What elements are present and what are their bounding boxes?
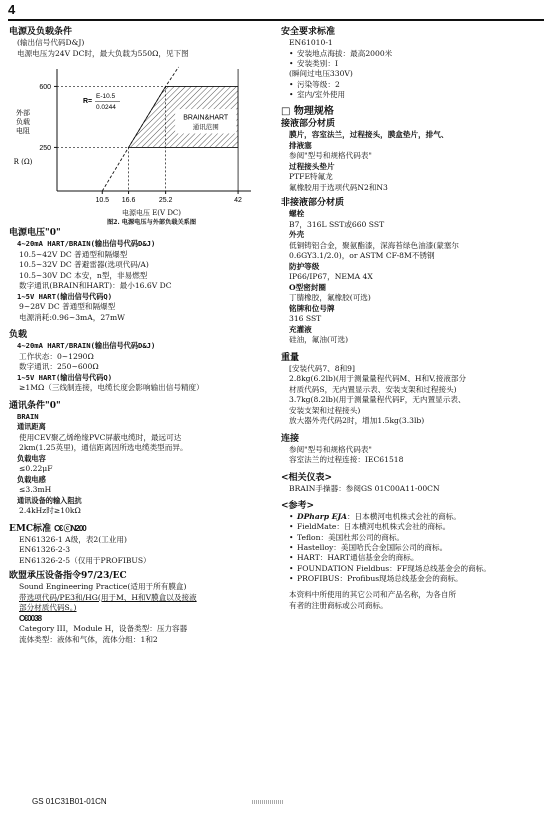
safety-bullet-1: • 安装地点海拔：最高2000米 bbox=[297, 49, 545, 59]
left-column bbox=[9, 26, 274, 645]
comm-line-1: 使用CEV聚乙烯绝缘PVC屏蔽电缆时，最远可达 bbox=[19, 432, 182, 442]
nonwet-sub-2: 外壳 bbox=[289, 230, 305, 240]
connection-line-2: 容室法兰的过程连接：IEC61518 bbox=[289, 455, 404, 465]
voltage-line-6: 电源消耗:0.96~3mA，27mW bbox=[19, 312, 125, 322]
safety-line-1: EN61010-1 bbox=[289, 38, 333, 47]
nonwet-sub-3: 防护等级 bbox=[289, 261, 320, 271]
reference-bullet-3: • Teflon：美国杜邦公司的商标。 bbox=[297, 533, 545, 543]
reference-bullet-2: • FieldMate：日本横河电机株式会社的商标。 bbox=[297, 522, 545, 532]
nonwet-sub-6: 充灌液 bbox=[289, 324, 312, 334]
right-column bbox=[281, 26, 545, 611]
emc-line-2: EN61326-2-3 bbox=[19, 545, 71, 554]
voltage-line-2: 10.5~32V DC 普避雷器(选项代码/A) bbox=[19, 260, 149, 269]
weight-line-2: 2.8kg(6.2lb)(用于测量量程代码M、H和V,接液部分 bbox=[289, 374, 467, 384]
reference-list bbox=[281, 512, 545, 584]
y-tick-label-1: 600 bbox=[39, 83, 51, 91]
nonwet-sub-4: O型密封圈 bbox=[289, 282, 326, 292]
reference-para-2: 有者的注册商标或公司商标。 bbox=[289, 600, 388, 610]
comm-line-5: 2.4kHz时≥10kΩ bbox=[19, 506, 81, 515]
x-tick-label-1: 16.6 bbox=[121, 197, 136, 204]
nonwet-line-3: 0.6GY3.1/2.0)，or ASTM CF-8M不锈钢 bbox=[289, 251, 435, 261]
nonwet-line-4: IP66/IP67，NEMA 4X bbox=[289, 272, 373, 282]
weight-line-4: 3.7kg(8.2lb)(用于测量量程代码F，无内置显示表、 bbox=[289, 395, 466, 405]
load-title: 负载 bbox=[9, 330, 28, 340]
safety-bullet-3: • 污染等级：2 bbox=[297, 80, 545, 90]
comm-title: 通讯条件"0" bbox=[9, 400, 61, 411]
ped-line-3: 部分材质代码S。) bbox=[19, 603, 77, 612]
load-sub-1: 4~20mA HART/BRAIN(输出信号代码D&J) bbox=[17, 341, 156, 350]
wetted-line-3: 氟橡胶用于选项代码N2和N3 bbox=[289, 182, 388, 192]
y-label-2: 负载 bbox=[16, 118, 30, 126]
reference-bullet-4: • Hastelloy：美国哈氏合金国际公司的商标。 bbox=[297, 543, 545, 553]
voltage-title: 电源电压"0" bbox=[9, 228, 61, 238]
safety-line-2: (瞬间过电压330V) bbox=[289, 69, 353, 79]
nonwet-line-5: 丁腈橡胶，氟橡胶(可选) bbox=[289, 293, 371, 303]
chart-title: 图2. 电源电压与外部负载关系图 bbox=[106, 219, 197, 226]
comm-line-4: ≤3.3mH bbox=[19, 485, 52, 494]
nonwet-sub-1: 螺栓 bbox=[289, 209, 305, 219]
ped-line-5: 流体类型：液体和气体，流体分组：1和2 bbox=[19, 634, 158, 644]
load-line-1: 工作状态：0~1290Ω bbox=[19, 351, 94, 361]
comm-sub-4: 负载电感 bbox=[17, 474, 46, 484]
region-label-2: 通讯范围 bbox=[192, 123, 219, 132]
ped-ce-mark: C€0038 bbox=[19, 613, 42, 623]
nonwet-sub-5: 铭牌和位号牌 bbox=[289, 303, 335, 313]
nonwet-line-2: 低铜铸铝合金，聚氨酯漆，深海苔绿色油漆(蒙塞尔 bbox=[289, 240, 460, 250]
nonwet-title: 非接液部分材质 bbox=[281, 198, 345, 209]
comm-sub-3: 负载电容 bbox=[17, 453, 46, 463]
safety-bullet-2: • 安装类别：I bbox=[297, 59, 545, 69]
related-line-1: BRAIN手操器：参阅GS 01C00A11-00CN bbox=[289, 483, 440, 493]
voltage-line-3: 10.5~30V DC 本安，n型，非易燃型 bbox=[19, 270, 148, 280]
chart-xlabel: 电源电压 E(V DC) bbox=[121, 209, 182, 217]
reference-bullet-1-text: ：日本横河电机株式会社的商标。 bbox=[346, 512, 461, 522]
x-tick-label-2: 25.2 bbox=[158, 197, 173, 204]
footer-barcode bbox=[252, 800, 284, 804]
formula-prefix: R= bbox=[83, 98, 93, 106]
voltage-load-chart bbox=[9, 59, 274, 209]
ped-line-1: Sound Engineering Practice(适用于所有膜盒) bbox=[19, 582, 187, 591]
weight-line-6: 放大器外壳代码2时，增加1.5kg(3.3lb) bbox=[289, 416, 425, 426]
region-label-1: BRAIN&HART bbox=[183, 114, 229, 122]
reference-bullet-6: • FOUNDATION Fieldbus：FF现场总线基金会的商标。 bbox=[297, 564, 545, 574]
load-line-3: ≥1MΩ（三线制连接，电缆长度会影响输出信号精度） bbox=[19, 383, 204, 392]
power-desc: 电源电压为24V DC时，最大负载为550Ω，见下图 bbox=[17, 48, 189, 58]
comm-sub-5: 通讯设备的输入阻抗 bbox=[17, 495, 82, 505]
wetted-sub-1: 膜片，容室法兰，过程接头，膜盒垫片，排气、 bbox=[289, 130, 449, 140]
x-tick-label-0: 10.5 bbox=[95, 197, 110, 204]
voltage-line-5: 9~28V DC 普通型和隔爆型 bbox=[19, 302, 116, 311]
page-number: 4 bbox=[8, 2, 16, 17]
weight-line-1: [安装代码7、8和9] bbox=[289, 363, 355, 373]
emc-heading bbox=[9, 523, 274, 535]
comm-line-3: ≤0.22μF bbox=[19, 464, 53, 473]
weight-line-5: 安装支架和过程接头) bbox=[289, 405, 361, 415]
load-line-2: 数字通讯：250~600Ω bbox=[19, 362, 99, 371]
voltage-sub-2: 1~5V HART(输出信号代码Q) bbox=[17, 291, 113, 301]
wetted-title: 接液部分材质 bbox=[281, 119, 336, 130]
reference-bullet-7: • PROFIBUS：Profibus现场总线基金会的商标。 bbox=[297, 574, 545, 584]
emc-marks: C€ ⓒN200 bbox=[54, 523, 86, 533]
chart-svg bbox=[9, 59, 274, 209]
comm-line-2: 2km(1.25英里)，通信距离因所选电缆类型而异。 bbox=[19, 443, 188, 452]
reference-bullet-1 bbox=[297, 512, 545, 522]
y-label-3: 电阻 bbox=[16, 127, 30, 135]
wetted-line-2: PTFE特氟龙 bbox=[289, 172, 333, 182]
header-rule bbox=[8, 19, 544, 21]
emc-title: EMC标准 bbox=[9, 523, 51, 534]
comm-sub-1: BRAIN bbox=[17, 411, 39, 421]
nonwet-line-6: 316 SST bbox=[289, 314, 322, 324]
power-title: 电源及负载条件 bbox=[9, 27, 73, 37]
footer-doc-code: GS 01C31B01-01CN bbox=[32, 797, 107, 806]
weight-line-3: 材质代码S，无内置显示表、安装支架和过程接头) bbox=[289, 384, 457, 394]
wetted-sub-2: 过程接头垫片 bbox=[289, 161, 335, 171]
voltage-line-1: 10.5~42V DC 普通型和隔爆型 bbox=[19, 249, 128, 259]
formula-numerator: E-10.5 bbox=[96, 93, 116, 101]
connection-title: 连接 bbox=[281, 433, 300, 444]
related-title: <相关仪表> bbox=[281, 472, 333, 483]
nonwet-line-7: 硅油，氟油(可选) bbox=[289, 335, 349, 345]
safety-title: 安全要求标准 bbox=[281, 27, 336, 37]
wetted-line-1: 参阅"型号和规格代码表" bbox=[289, 151, 372, 161]
weight-title: 重量 bbox=[281, 352, 300, 363]
voltage-line-4: 数字通讯(BRAIN和HART)：最小16.6V DC bbox=[19, 281, 172, 290]
nonwet-line-1: B7，316L SST或660 SST bbox=[289, 219, 385, 229]
reference-title: <参考> bbox=[281, 501, 315, 512]
formula-denominator: 0.0244 bbox=[96, 104, 116, 112]
power-subtitle: (输出信号代码D&J) bbox=[17, 38, 85, 47]
comm-sub-2: 通讯距离 bbox=[17, 422, 46, 431]
emc-line-3: EN61326-2-5（仅用于PROFIBUS） bbox=[19, 555, 151, 565]
reference-para-1: 本资料中所使用的其它公司和产品名称，为各自所 bbox=[289, 590, 457, 600]
ped-title: 欧盟承压设备指令97/23/EC bbox=[9, 571, 127, 581]
y-label-4: R (Ω) bbox=[13, 158, 33, 166]
dpharp-eja-logo: DPharp EJA bbox=[297, 512, 347, 522]
wetted-sub-1b: 排液塞 bbox=[289, 140, 312, 150]
y-label-1: 外部 bbox=[16, 109, 30, 117]
safety-bullet-4: • 室内/室外使用 bbox=[297, 90, 545, 100]
emc-line-1: EN61326-1 A级，表2(工业用) bbox=[19, 534, 127, 544]
connection-line-1: 参阅"型号和规格代码表" bbox=[289, 444, 372, 454]
reference-bullet-5: • HART：HART通信基金会的商标。 bbox=[297, 553, 545, 563]
y-tick-label-0: 250 bbox=[39, 144, 51, 152]
load-sub-2: 1~5V HART(输出信号代码Q) bbox=[17, 372, 113, 382]
safety-list bbox=[281, 49, 545, 70]
ped-line-2: 带选项代码/PE3和/HG(用于M、H和V膜盒以及接液 bbox=[19, 592, 197, 602]
physical-title: □ 物理规格 bbox=[281, 106, 334, 118]
ped-line-4: Category III，Module H，设备类型：压力容器 bbox=[19, 624, 188, 633]
voltage-sub-1: 4~20mA HART/BRAIN(输出信号代码D&J) bbox=[17, 239, 156, 248]
x-tick-label-3: 42 bbox=[234, 197, 242, 204]
